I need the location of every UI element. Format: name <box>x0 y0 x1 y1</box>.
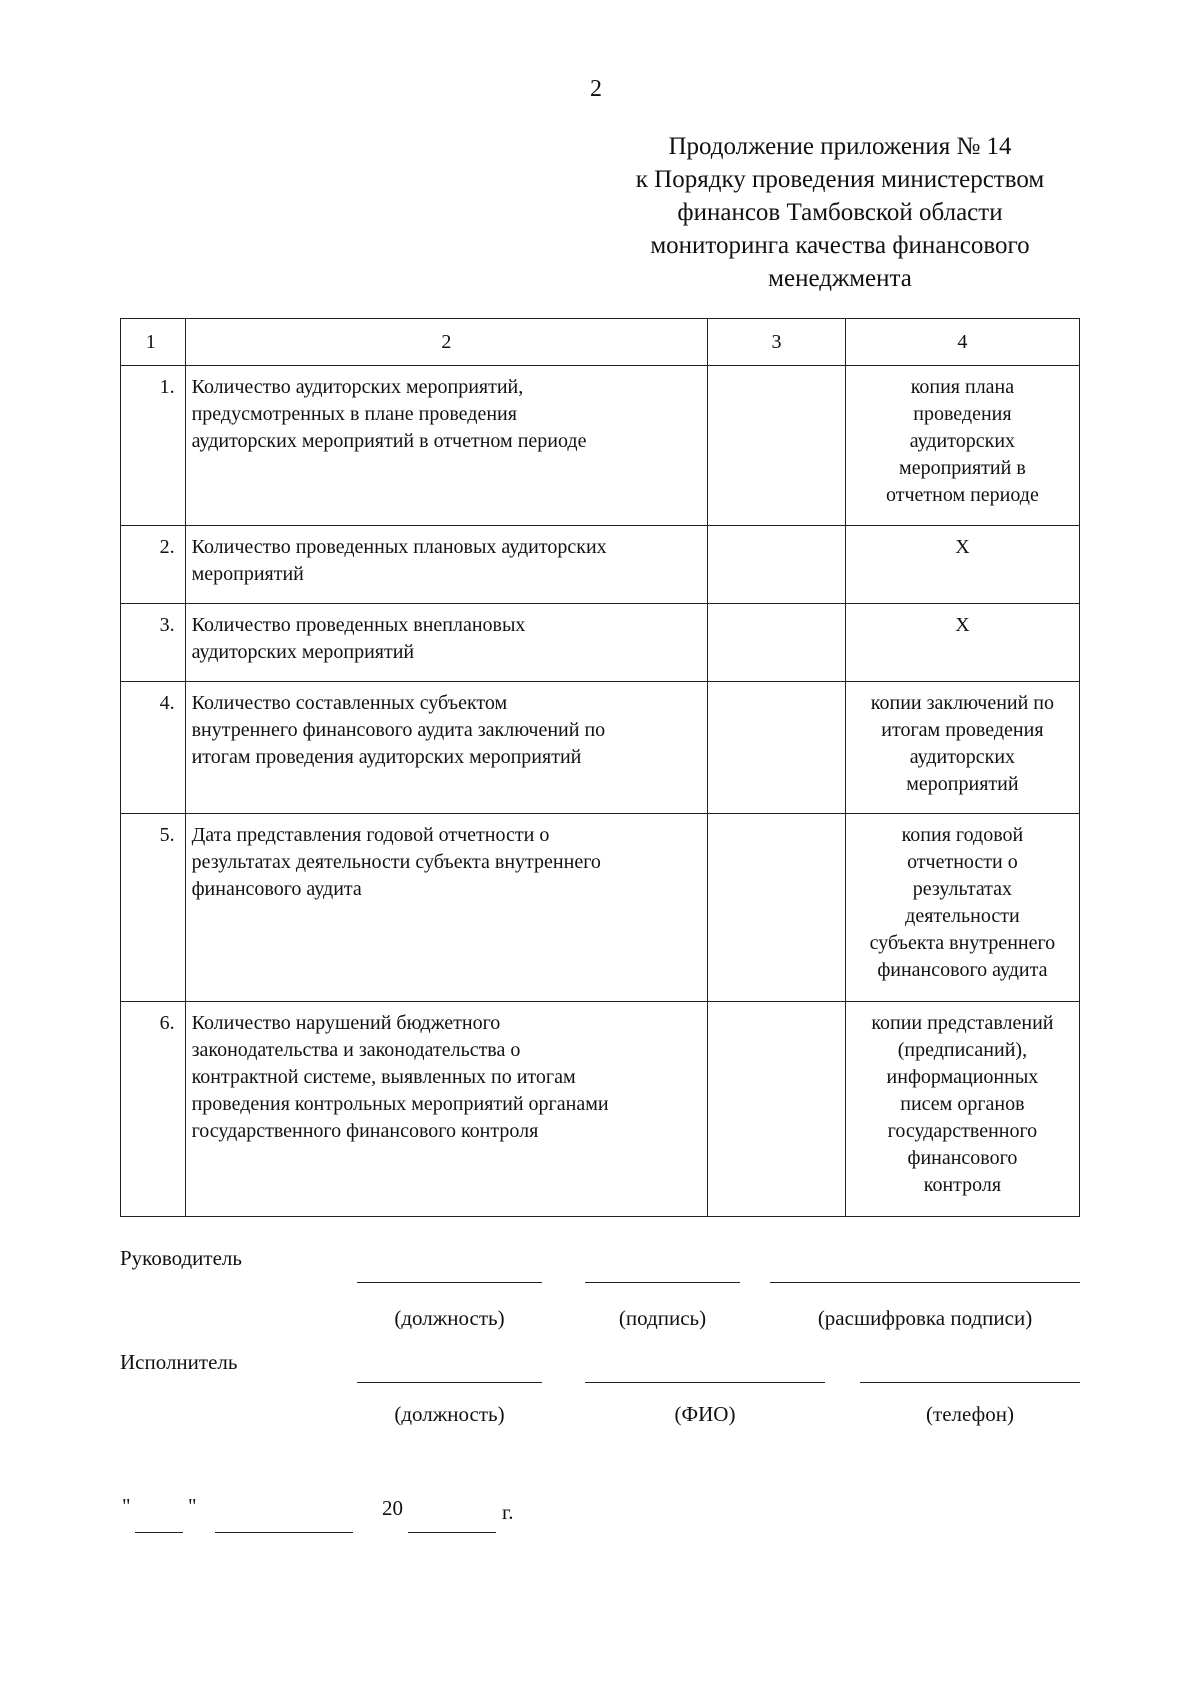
source-document-line: итогам проведения <box>881 719 1044 741</box>
indicator-name-line: Дата представления годовой отчетности о <box>191 824 550 846</box>
executor-position-line <box>357 1382 542 1383</box>
source-document <box>845 814 1079 1002</box>
date-open-quote: " <box>122 1494 131 1518</box>
indicator-name <box>185 366 708 526</box>
caption-position: (должность) <box>394 1402 505 1426</box>
source-document-line: результатах <box>912 878 1013 900</box>
indicator-value <box>708 814 846 1002</box>
column-header: 4 <box>845 319 1079 366</box>
indicator-name-line: Количество проведенных плановых аудиторских <box>191 536 607 558</box>
indicator-name <box>185 1002 708 1217</box>
header-line: мониторинга качества финансового <box>650 232 1030 259</box>
header-line: к Порядку проведения министерством <box>635 166 1045 193</box>
indicators-table <box>120 318 1080 1217</box>
source-document-line: отчетном периоде <box>885 484 1039 506</box>
row-number: 6. <box>121 1002 186 1217</box>
indicator-name-line: аудиторских мероприятий в отчетном периоде <box>191 430 587 452</box>
row-number: 3. <box>121 604 186 682</box>
source-document-line: проведения <box>913 403 1012 425</box>
appendix-header <box>600 130 1080 295</box>
indicator-name-line: Количество аудиторских мероприятий, <box>191 376 524 398</box>
indicator-name-line: предусмотренных в плане проведения <box>191 403 517 425</box>
table-row <box>121 526 1080 604</box>
table-row <box>121 682 1080 814</box>
page-number: 2 <box>590 76 602 102</box>
table-row <box>121 604 1080 682</box>
indicator-name-line: результатах деятельности субъекта внутреннего <box>191 851 601 873</box>
source-document-line: информационных <box>886 1066 1039 1088</box>
date-year-suffix: г. <box>502 1500 514 1524</box>
source-document-line: государственного <box>887 1120 1038 1142</box>
column-header: 2 <box>185 319 708 366</box>
source-document-line: копии заключений по <box>870 692 1055 714</box>
indicator-name <box>185 814 708 1002</box>
executor-phone-line <box>860 1382 1080 1383</box>
source-document <box>845 604 1079 682</box>
source-document-line: X <box>955 536 970 558</box>
indicator-value <box>708 1002 846 1217</box>
date-month-line <box>215 1532 353 1533</box>
caption-signature-decoding: (расшифровка подписи) <box>817 1306 1033 1330</box>
caption-fio: (ФИО) <box>674 1402 736 1426</box>
row-number: 4. <box>121 682 186 814</box>
indicator-name-line: Количество проведенных внеплановых <box>191 614 526 636</box>
executor-label: Исполнитель <box>120 1350 238 1374</box>
indicator-name-line: аудиторских мероприятий <box>191 641 415 663</box>
column-header: 1 <box>121 319 186 366</box>
indicator-name-line: Количество нарушений бюджетного <box>191 1012 501 1034</box>
indicator-name-line: проведения контрольных мероприятий органами <box>191 1093 609 1115</box>
source-document <box>845 366 1079 526</box>
executor-fio-line <box>585 1382 825 1383</box>
indicator-value <box>708 682 846 814</box>
source-document <box>845 682 1079 814</box>
date-day-line <box>135 1532 183 1533</box>
date-year-prefix: 20 <box>382 1496 403 1520</box>
indicator-name-line: Количество составленных субъектом <box>191 692 508 714</box>
source-document-line: отчетности о <box>907 851 1018 873</box>
source-document-line: копии представлений <box>871 1012 1054 1034</box>
row-number: 1. <box>121 366 186 526</box>
indicator-name-line: контрактной системе, выявленных по итогам <box>191 1066 576 1088</box>
indicator-value <box>708 604 846 682</box>
header-line: менеджмента <box>768 265 912 292</box>
source-document <box>845 526 1079 604</box>
header-line: финансов Тамбовской области <box>677 199 1003 226</box>
table-row <box>121 1002 1080 1217</box>
indicator-name-line: законодательства и законодательства о <box>191 1039 521 1061</box>
source-document-line: субъекта внутреннего <box>869 932 1056 954</box>
source-document-line: аудиторских <box>909 746 1016 768</box>
table-row <box>121 366 1080 526</box>
source-document-line: финансового <box>907 1147 1018 1169</box>
indicator-name <box>185 682 708 814</box>
row-number: 5. <box>121 814 186 1002</box>
indicator-value <box>708 366 846 526</box>
indicator-name-line: государственного финансового контроля <box>191 1120 539 1142</box>
source-document-line: (предписаний), <box>897 1039 1028 1061</box>
head-position-line <box>357 1282 542 1283</box>
header-line: Продолжение приложения № 14 <box>668 133 1012 160</box>
head-signature-line <box>585 1282 740 1283</box>
indicator-name-line: финансового аудита <box>191 878 362 900</box>
source-document-line: копия годовой <box>901 824 1024 846</box>
source-document-line: мероприятий в <box>899 457 1026 479</box>
indicator-name <box>185 604 708 682</box>
date-close-quote: " <box>188 1494 197 1518</box>
column-header: 3 <box>708 319 846 366</box>
source-document-line: контроля <box>923 1174 1002 1196</box>
caption-signature: (подпись) <box>618 1306 707 1330</box>
indicator-name-line: мероприятий <box>191 563 304 585</box>
indicator-value <box>708 526 846 604</box>
source-document-line: финансового аудита <box>877 959 1048 981</box>
table-header-row <box>121 319 1080 366</box>
row-number: 2. <box>121 526 186 604</box>
source-document-line: X <box>955 614 970 636</box>
source-document-line: деятельности <box>905 905 1020 927</box>
indicator-name <box>185 526 708 604</box>
head-label: Руководитель <box>120 1246 242 1270</box>
caption-position: (должность) <box>394 1306 505 1330</box>
source-document-line: копия плана <box>910 376 1015 398</box>
date-year-line <box>408 1532 496 1533</box>
indicator-name-line: внутреннего финансового аудита заключений по <box>191 719 606 741</box>
head-decoding-line <box>770 1282 1080 1283</box>
caption-phone: (телефон) <box>926 1402 1014 1426</box>
indicator-name-line: итогам проведения аудиторских мероприятий <box>191 746 582 768</box>
source-document-line: писем органов <box>900 1093 1025 1115</box>
source-document-line: мероприятий <box>906 773 1019 795</box>
source-document <box>845 1002 1079 1217</box>
source-document-line: аудиторских <box>909 430 1016 452</box>
table-row <box>121 814 1080 1002</box>
